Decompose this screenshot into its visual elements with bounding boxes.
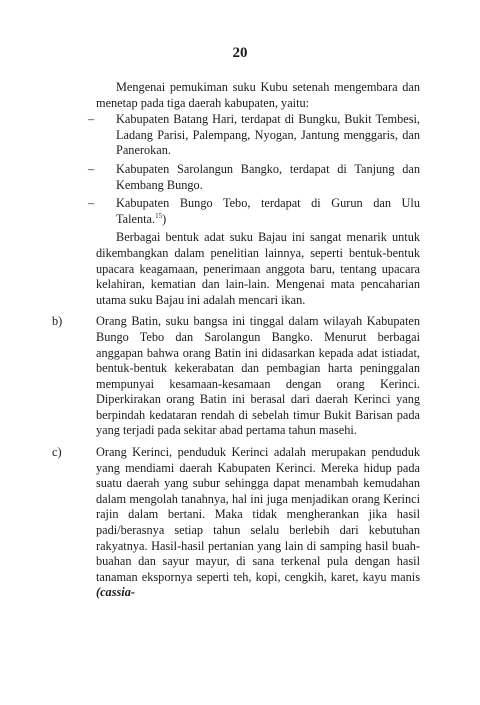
dash-marker: – — [88, 112, 95, 127]
footnote-reference: 15 — [155, 211, 163, 220]
section-b — [52, 314, 420, 439]
section-marker: b) — [52, 314, 63, 329]
section-c-paragraph — [96, 445, 420, 601]
italic-term: (cassia- — [96, 585, 135, 600]
intro-paragraph: Mengenai pemukiman suku Kubu setenah mengembara dan menetap pada tiga daerah kabupaten, yaitu: — [96, 80, 420, 110]
dash-marker: – — [88, 196, 95, 211]
list-item — [88, 161, 420, 193]
section-b-text: Orang Batin, suku bangsa ini tinggal dalam wilayah Kabupaten Bungo Tebo dan Sarolangun Bangko. Menurut berbagai anggapan bahwa orang Batin ini didasarkan kepada adat istiadat, bentuk-bentuk kekerabatan dan pembagian harta peninggalan mempunyai kesamaan-kesamaan dengan orang Kerinci. Diperkirakan orang Batin ini berasal dari daerah Kerinci yang berpindah kedataran rendah di sebelah timur Bukit Barisan pada yang terjadi pada sekitar abad pertama tahun masehi. — [96, 314, 420, 438]
regency-list — [88, 112, 420, 227]
section-c — [52, 445, 420, 601]
regency-text: Kabupaten Batang Hari, terdapat di Bungku, Bukit Tembesi, Ladang Parisi, Palempang, Nyogan, Jantung menggaris, dan Panerokan. — [116, 112, 420, 158]
page-body — [52, 80, 420, 601]
regency-text: Kabupaten Bungo Tebo, terdapat di Gurun dan Ulu Talenta. — [116, 196, 420, 226]
footnote-close: ) — [162, 211, 167, 226]
section-c-text: Orang Kerinci, penduduk Kerinci adalah merupakan penduduk yang mendiami daerah Kabupaten Kerinci. Mereka hidup pada suatu daerah yang subur sehingga dapat menambah kemudahan dalam mengolah tanahnya, hal ini juga menjadikan orang Kerinci rajin dalam bertani. Maka tidak mengherankan jika hasil padi/berasnya setiap tahun selalu berlebih dari kebutuhan rakyatnya. Hasil-hasil pertanian yang lain di samping hasil buah-buahan dan sayur mayur, di sana terkenal pula dengan hasil tanaman ekspornya seperti teh, kopi, cengkih, karet, kayu manis — [96, 445, 420, 584]
page-number: 20 — [232, 45, 248, 61]
dash-marker: – — [88, 161, 95, 176]
list-item — [88, 196, 420, 227]
section-marker: c) — [52, 445, 62, 460]
regency-text: Kabupaten Sarolangun Bangko, terdapat di Tanjung dan Kembang Bungo. — [116, 161, 420, 192]
list-item — [88, 112, 420, 159]
bajau-paragraph: Berbagai bentuk adat suku Bajau ini sangat menarik untuk dikembangkan dalam penelitian lainnya, seperti bentuk-bentuk upacara keagamaan, penerimaan anggota baru, tentang upacara kelahiran, kematian dan lain-lain. Mengenai mata pencaharian utama suku Bajau ini adalah mencari ikan. — [96, 230, 420, 307]
